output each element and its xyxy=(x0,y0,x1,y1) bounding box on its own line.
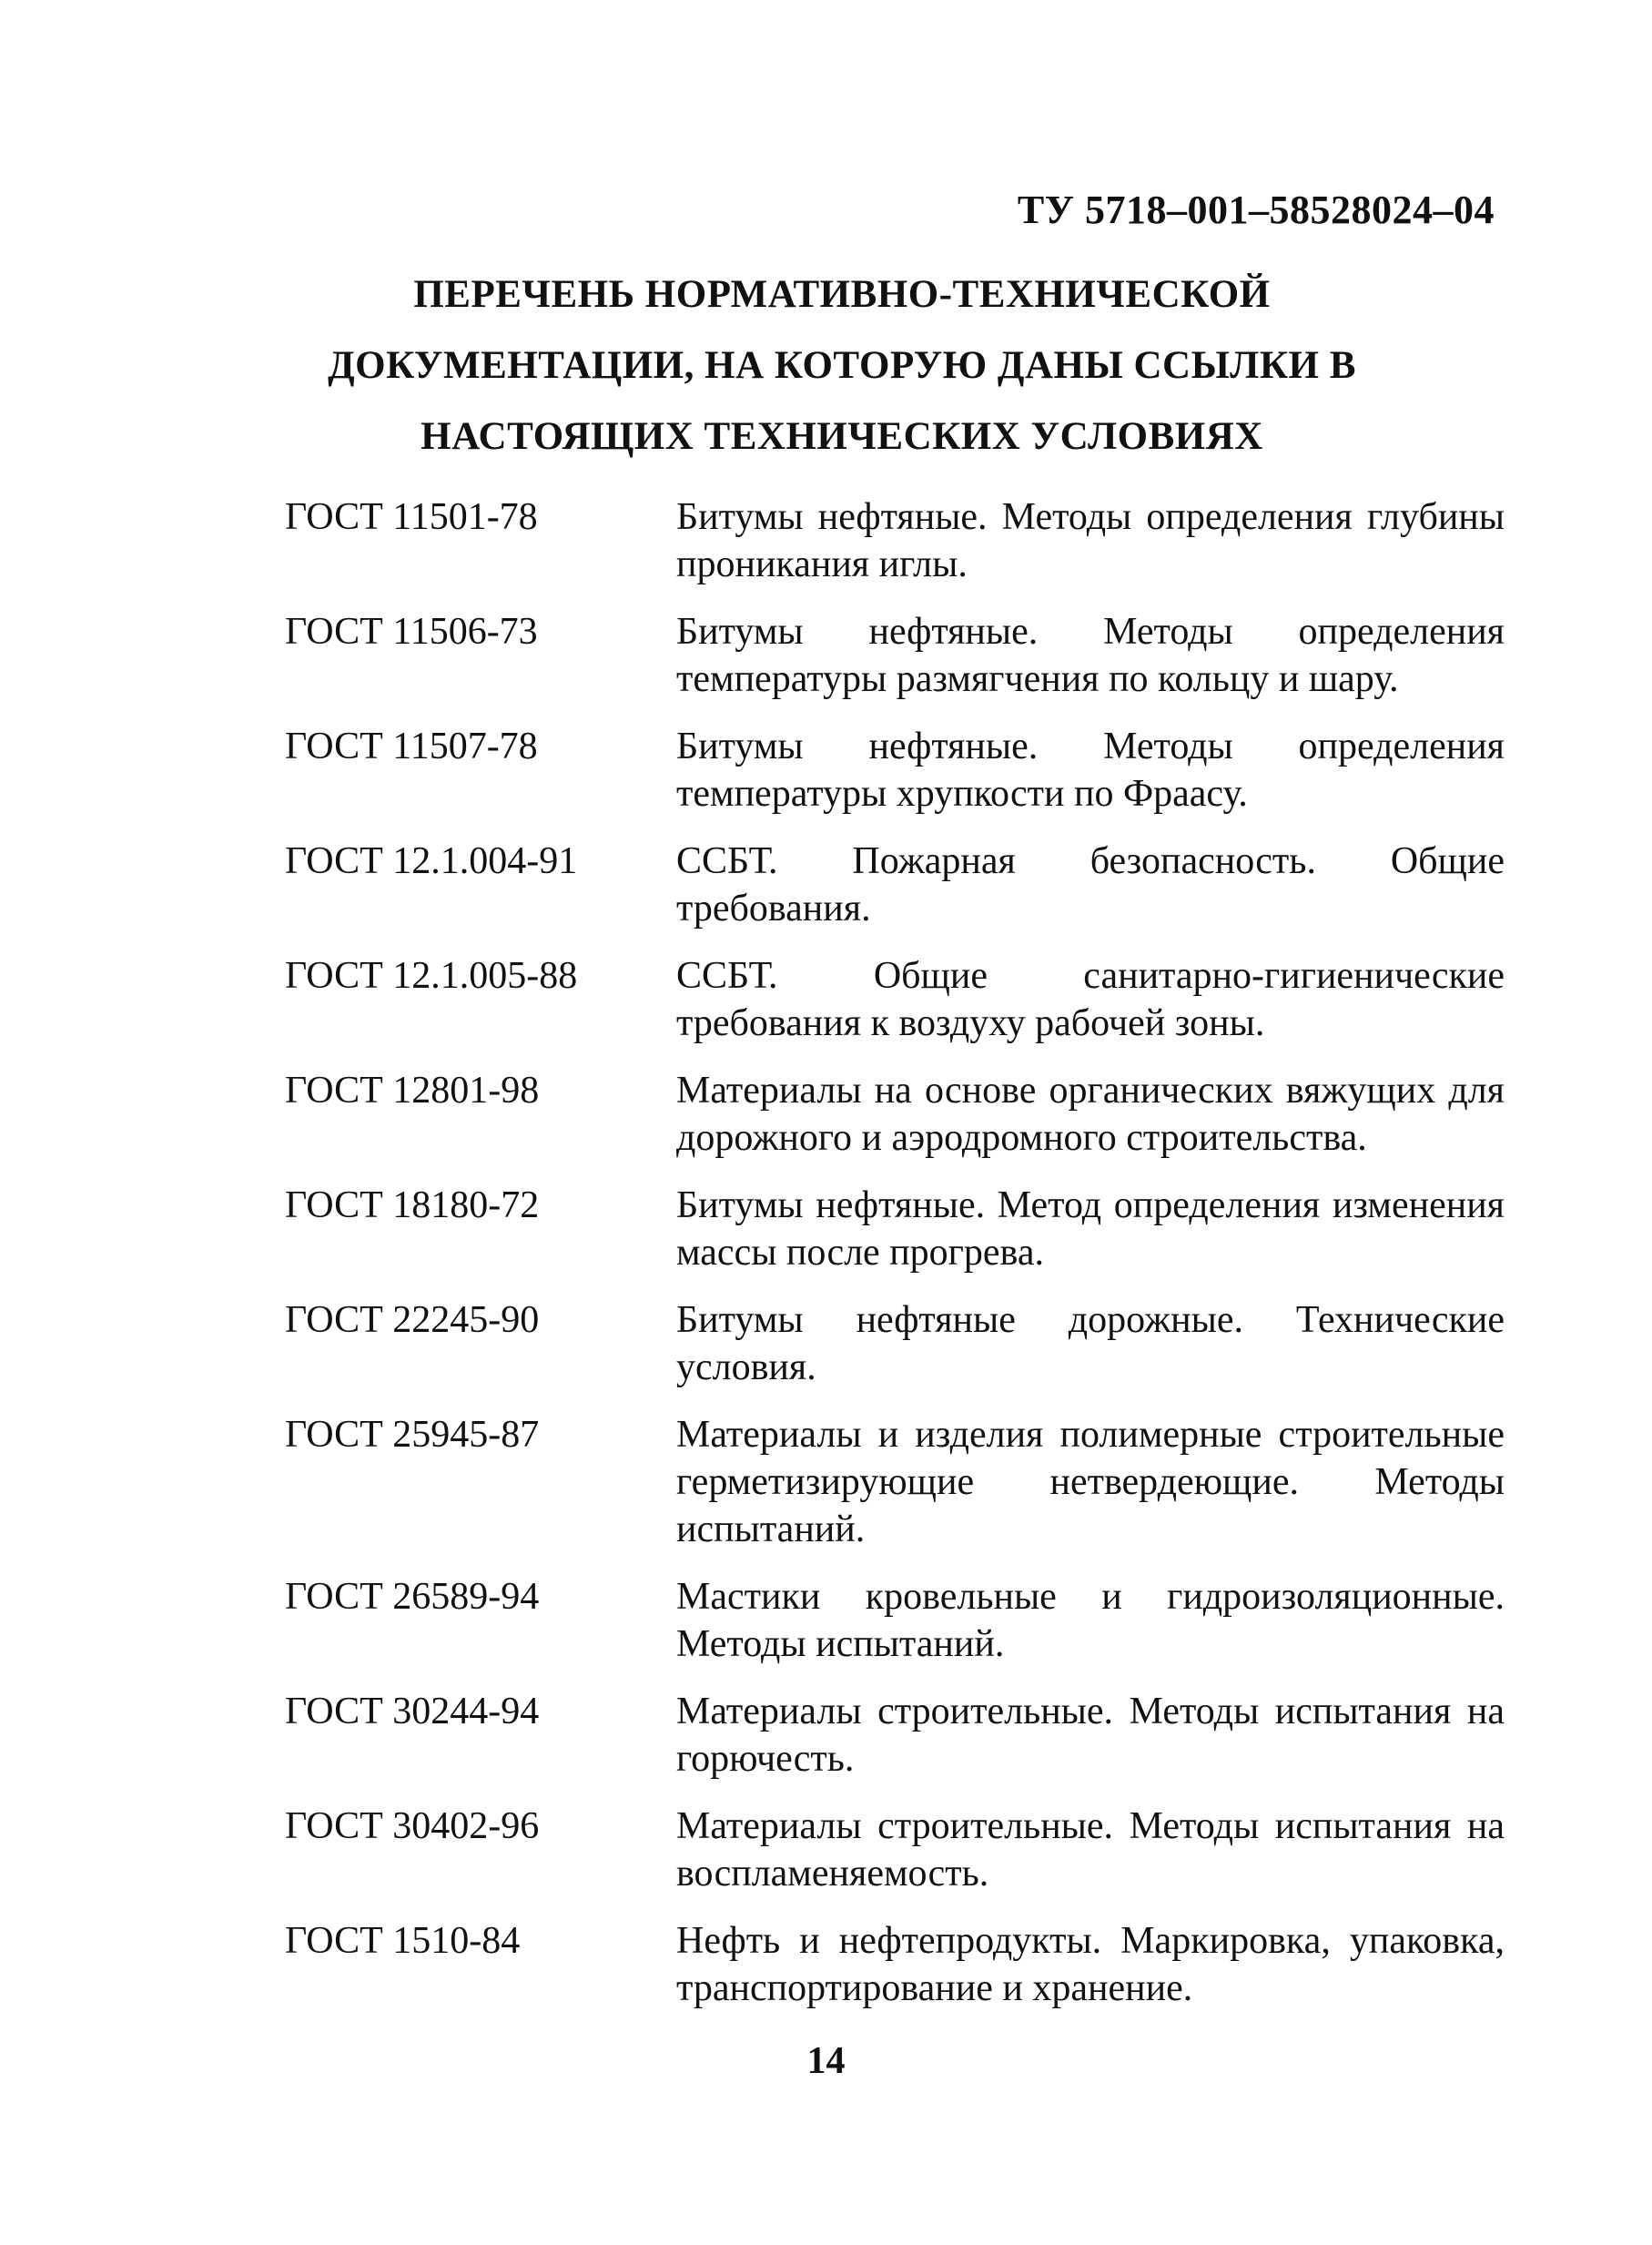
reference-description: ССБТ. Пожарная безопасность. Общие требования. xyxy=(676,840,1505,929)
reference-code: ГОСТ 12.1.004-91 xyxy=(285,840,578,882)
reference-row xyxy=(285,1573,1505,1688)
reference-row xyxy=(285,1411,1505,1573)
reference-row xyxy=(285,1688,1505,1803)
reference-code: ГОСТ 22245-90 xyxy=(285,1299,540,1341)
reference-code: ГОСТ 11507-78 xyxy=(285,726,538,767)
reference-code: ГОСТ 18180-72 xyxy=(285,1184,540,1226)
reference-description: Материалы и изделия полимерные строительные герметизирующие нетвердеющие. Методы испытаний. xyxy=(676,1414,1505,1550)
reference-row xyxy=(285,1917,1505,2032)
reference-description: Битумы нефтяные. Методы определения температуры размягчения по кольцу и шару. xyxy=(676,611,1505,700)
reference-row xyxy=(285,608,1505,723)
reference-code: ГОСТ 30402-96 xyxy=(285,1805,540,1847)
reference-description: Битумы нефтяные. Методы определения глубины проникания иглы. xyxy=(676,496,1505,585)
reference-code: ГОСТ 12801-98 xyxy=(285,1070,540,1112)
reference-description: Нефть и нефтепродукты. Маркировка, упаковка, транспортирование и хранение. xyxy=(676,1920,1505,2009)
reference-row xyxy=(285,1296,1505,1411)
reference-row xyxy=(285,1067,1505,1182)
reference-code: ГОСТ 25945-87 xyxy=(285,1414,540,1456)
reference-row xyxy=(285,838,1505,952)
reference-row xyxy=(285,493,1505,608)
title-line: ДОКУМЕНТАЦИИ, НА КОТОРУЮ ДАНЫ ССЫЛКИ В xyxy=(328,344,1356,387)
reference-description: Битумы нефтяные. Метод определения изменения массы после прогрева. xyxy=(676,1184,1505,1274)
reference-row xyxy=(285,952,1505,1067)
title-line: НАСТОЯЩИХ ТЕХНИЧЕСКИХ УСЛОВИЯХ xyxy=(421,415,1263,458)
reference-description: ССБТ. Общие санитарно-гигиенические требования к воздуху рабочей зоны. xyxy=(676,955,1505,1044)
reference-description: Битумы нефтяные. Методы определения температуры хрупкости по Фраасу. xyxy=(676,726,1505,815)
reference-code: ГОСТ 30244-94 xyxy=(285,1691,540,1732)
title-line: ПЕРЕЧЕНЬ НОРМАТИВНО-ТЕХНИЧЕСКОЙ xyxy=(413,273,1271,316)
reference-row xyxy=(285,1803,1505,1917)
reference-description: Материалы строительные. Методы испытания на воспламеняемость. xyxy=(676,1805,1505,1895)
reference-row xyxy=(285,1182,1505,1296)
page-title xyxy=(273,259,1411,472)
reference-row xyxy=(285,723,1505,838)
reference-description: Мастики кровельные и гидроизоляционные. Методы испытаний. xyxy=(676,1576,1505,1665)
reference-code: ГОСТ 1510-84 xyxy=(285,1920,521,1962)
reference-code: ГОСТ 12.1.005-88 xyxy=(285,955,578,997)
page-number: 14 xyxy=(806,2040,846,2082)
reference-description: Битумы нефтяные дорожные. Технические условия. xyxy=(676,1299,1505,1388)
reference-code: ГОСТ 11501-78 xyxy=(285,496,538,538)
reference-code: ГОСТ 26589-94 xyxy=(285,1576,540,1618)
reference-description: Материалы строительные. Методы испытания на горючесть. xyxy=(676,1691,1505,1780)
document-code: ТУ 5718–001–58528024–04 xyxy=(1017,188,1495,232)
reference-description: Материалы на основе органических вяжущих для дорожного и аэродромного строительства. xyxy=(676,1070,1505,1159)
reference-code: ГОСТ 11506-73 xyxy=(285,611,538,653)
reference-list xyxy=(285,493,1505,2032)
